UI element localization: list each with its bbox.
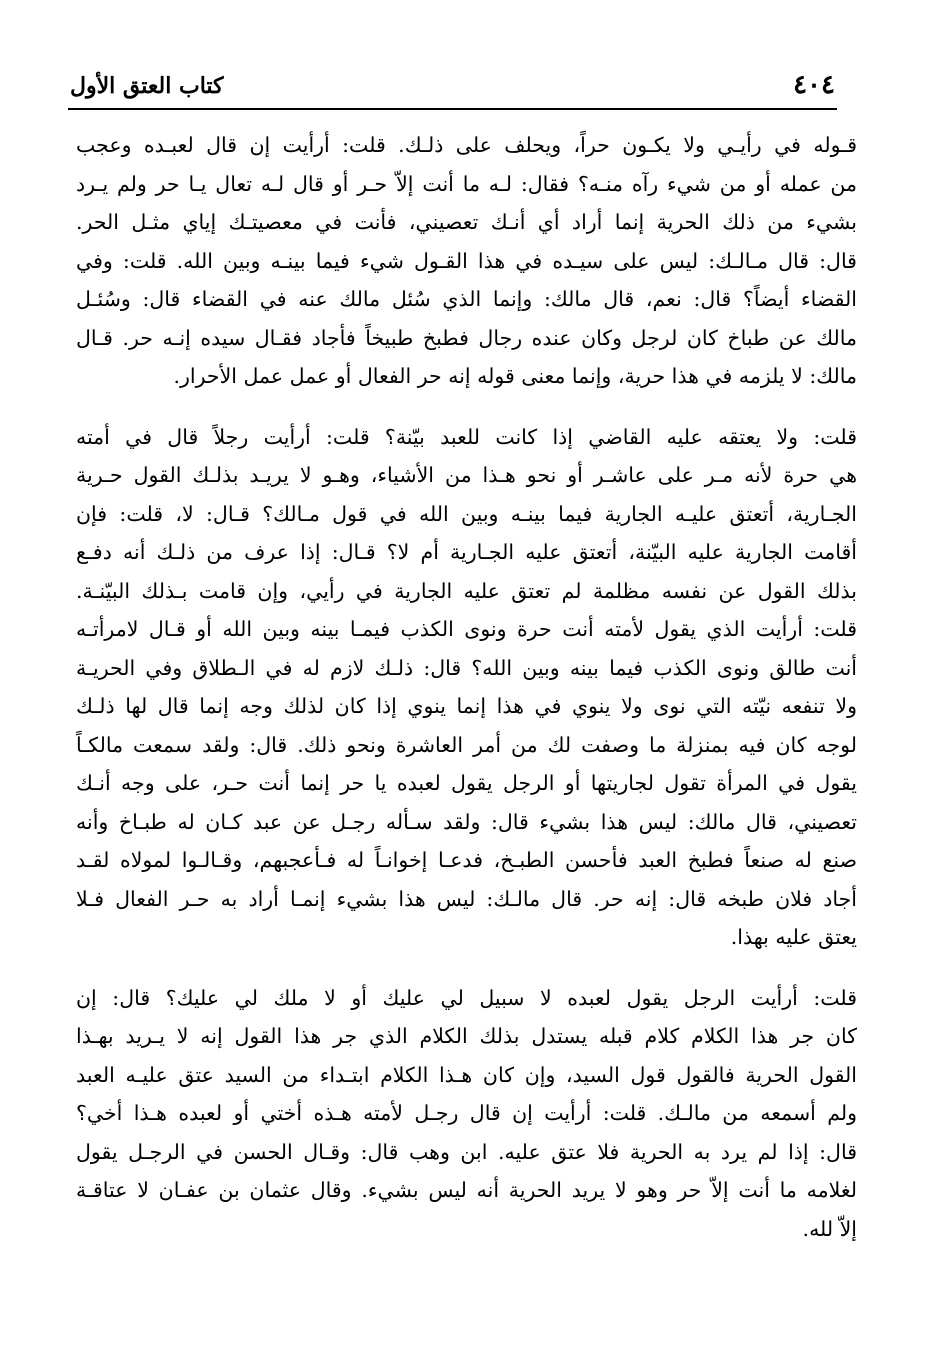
text-line: إلاّ لله. — [802, 1216, 857, 1241]
text-line: قال: إذا لم يرد به الحرية فلا عتق عليه. ابن وهب قال: وقـال الحسن في الرجـل يقول — [76, 1139, 857, 1164]
running-title: كتاب العتق الأول — [70, 73, 224, 99]
page-body — [76, 126, 857, 1270]
text-line: ولا تنفعه نيّته التي نوى ولا ينوي في هذا إنما ينوي إذا كان لذلك وجه إنما قال لها ذلـك — [76, 694, 857, 718]
text-line: صنع له صنعاً فطبخ العبد فأحسن الطبـخ، فدعـا إخوانـاً له فـأعجبهم، وقـالـوا لمولاه لقـد — [76, 848, 857, 872]
text-line: الجـارية، أتعتق عليـه الجارية فيما بينـه وبين الله في قول مـالك؟ قـال: لا، قلت: فإن — [76, 501, 857, 526]
text-line: القول الحرية فالقول قول السيد، وإن كان هـذا الكلام ابتـداء من السيد عتق عليـه العبد — [76, 1062, 857, 1087]
paragraph-2 — [76, 418, 857, 957]
text-line: أجاد فلان طبخه قال: إنه حر. قال مالـك: ليس هذا بشيء إنمـا أراد به حـر الفعال فـلا — [76, 886, 857, 911]
text-line: بشيء من ذلك الحرية إنما أراد أي أنـك تعصيني، فأنت في معصيتـك إياي مثـل الحر. — [76, 210, 857, 234]
paragraph-1 — [76, 126, 857, 396]
text-line: القضاء أيضاً؟ قال: نعم، قال مالك: وإنما الذي سُئل مالك عنه في القضاء قال: وسُئـل — [76, 287, 857, 311]
text-line: أقامت الجارية عليه البيّنة، أتعتق عليه الجـارية أم لا؟ قـال: إذا عرف من ذلـك أنه دفـع — [76, 540, 857, 564]
text-line: كان جر هذا الكلام كلام قبله يستدل بذلك الكلام الذي جر هذا القول إنه لا يـريد بهـذا — [76, 1024, 857, 1048]
text-line: لغلامه ما أنت إلاّ حر وهو لا يريد الحرية أنه ليس بشيء. وقال عثمان بن عفـان لا عتاقـة — [76, 1178, 857, 1202]
text-line: قلت: أرأيت الذي يقول لأمته أنت حرة ونوى الكذب فيمـا بينه وبين الله أو قـال لامرأتـه — [76, 617, 857, 641]
text-line: ولم أسمعه من مالـك. قلت: أرأيت إن قال رجـل لأمته هـذه أختي أو لعبده هـذا أخي؟ — [76, 1101, 857, 1125]
text-line: مالك: لا يلزمه في هذا حرية، وإنما معنى قوله إنه حر الفعال أو عمل عمل الأحرار. — [173, 364, 857, 388]
text-line: تعصيني، قال مالك: ليس هذا بشيء قال: ولقد سـأله رجـل عن عبد كـان له طبـاخ وأنه — [76, 809, 857, 834]
text-line: أنت طالق ونوى الكذب فيما بينه وبين الله؟ قال: ذلـك لازم له في الـطلاق وفي الحريـة — [76, 655, 857, 680]
text-line: قـوله في رأيـي ولا يكـون حراً، ويحلف على ذلـك. قلت: أرأيت إن قال لعبـده وعجب — [76, 133, 857, 157]
text-line: بذلك القول عن نفسه مظلمة لم تعتق عليه الجارية في رأيي، وإن قامت بـذلك البيّنـة. — [76, 578, 857, 603]
paragraph-3 — [76, 979, 857, 1249]
header-divider — [68, 108, 837, 110]
text-line: من عمله أو من شيء رآه منـه؟ فقال: لـه ما أنت إلاّ حـر أو قال لـه تعال يـا حر ولم يـرد — [76, 171, 857, 196]
text-line: مالك عن طباخ كان لرجل وكان عنده رجال فطبخ طبيخاً فأجاد فقـال سيده إنـه حر. قـال — [76, 325, 857, 350]
text-line: قلت: أرأيت الرجل يقول لعبده لا سبيل لي عليك أو لا ملك لي عليك؟ قال: إن — [76, 985, 857, 1010]
text-line: يعتق عليه بهذا. — [730, 925, 857, 949]
text-line: هي حرة لأنه مـر على عاشـر أو نحو هـذا من الأشياء، وهـو لا يريـد بذلـك القول حـرية — [76, 463, 857, 487]
text-line: قال: قال مـالـك: ليس على سيـده في هذا القـول شيء فيما بينـه وبين الله. قلت: وفي — [76, 248, 857, 273]
page-number: ٤٠٤ — [793, 70, 835, 100]
text-line: يقول في المرأة تقول لجاريتها أو الرجل يقول لعبده يا حر إنما أنت حـر، على وجه أنـك — [76, 771, 857, 795]
text-line: قلت: ولا يعتقه عليه القاضي إذا كانت للعبد بيّنة؟ قلت: أرأيت رجلاً قال في أمته — [76, 424, 857, 449]
text-line: لوجه كان فيه بمنزلة ما وصفت لك من أمر العاشرة ونحو ذلك. قال: ولقد سمعت مالكـاً — [76, 732, 857, 757]
page-header — [70, 62, 835, 104]
